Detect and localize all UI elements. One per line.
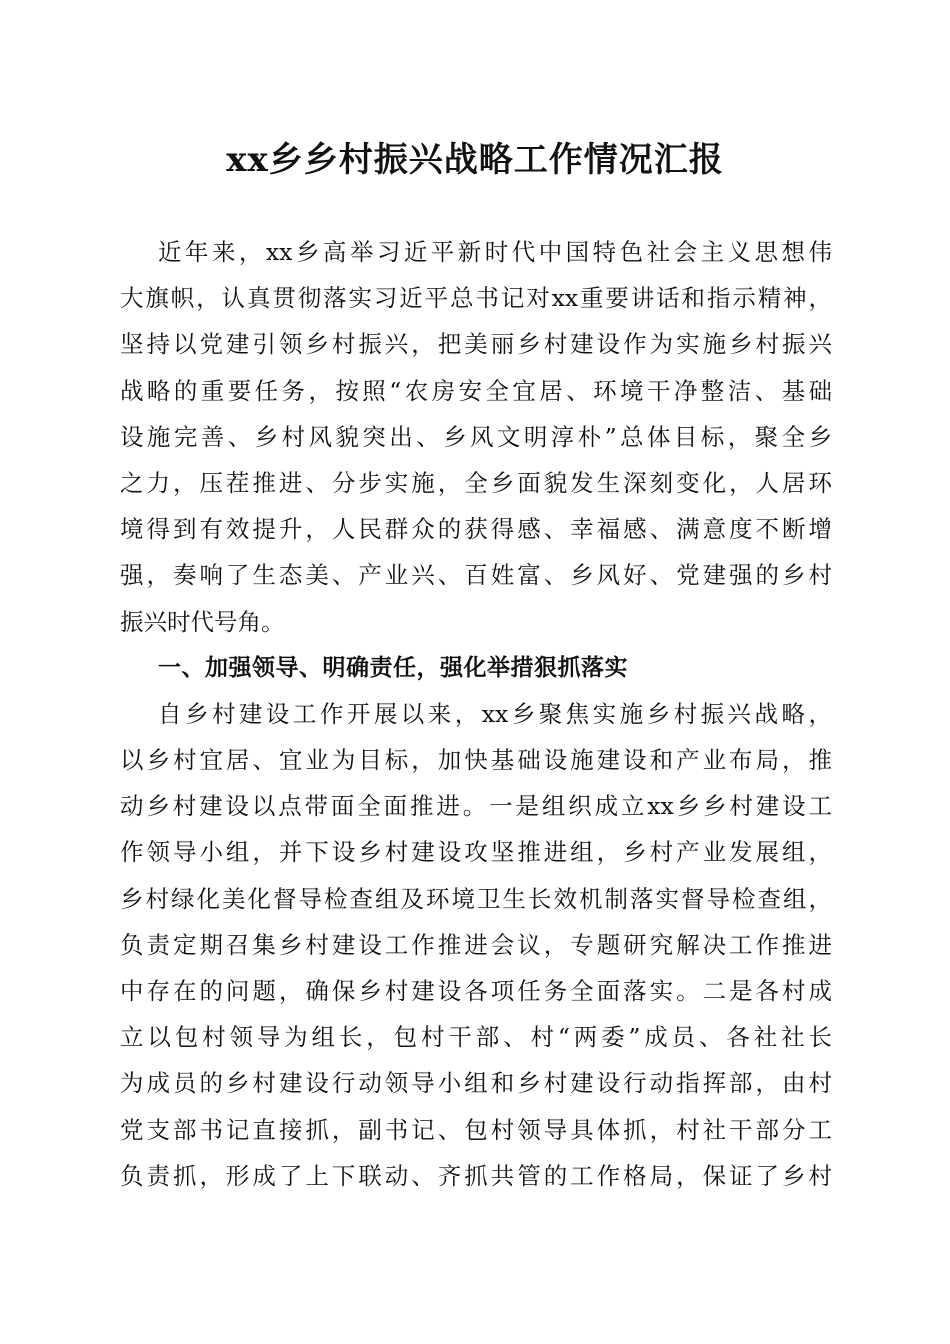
section1-line: 作领导小组，并下设乡村建设攻坚推进组，乡村产业发展组， (120, 838, 832, 867)
section1-line: 中存在的问题，确保乡村建设各项任务全面落实。二是各村成 (120, 977, 832, 1005)
intro-line: 坚持以党建引领乡村振兴，把美丽乡村建设作为实施乡村振兴 (120, 330, 832, 359)
section1-line: 立以包村领导为组长，包村干部、村“两委”成员、各社社长 (120, 1023, 832, 1052)
document-body (120, 229, 832, 1199)
section1-line: 为成员的乡村建设行动领导小组和乡村建设行动指挥部，由村 (120, 1069, 832, 1098)
document-title: xx乡乡村振兴战略工作情况汇报 (226, 140, 724, 180)
section1-line: 乡村绿化美化督导检查组及环境卫生长效机制落实督导检查组， (120, 884, 832, 913)
section1-paragraph (120, 691, 832, 1199)
intro-line: 战略的重要任务，按照“农房安全宜居、环境干净整洁、基础 (120, 376, 832, 405)
intro-line: 境得到有效提升，人民群众的获得感、幸福感、满意度不断增 (120, 515, 832, 544)
section1-line: 以乡村宜居、宜业为目标，加快基础设施建设和产业布局，推 (120, 746, 832, 775)
intro-line: 振兴时代号角。 (120, 607, 285, 636)
intro-paragraph (120, 229, 832, 645)
section-heading: 一、加强领导、明确责任，强化举措狠抓落实 (158, 654, 628, 681)
section1-line: 负责定期召集乡村建设工作推进会议，专题研究解决工作推进 (120, 930, 832, 959)
section1-line: 动乡村建设以点带面全面推进。一是组织成立xx乡乡村建设工 (120, 792, 832, 821)
intro-line: 近年来，xx乡高举习近平新时代中国特色社会主义思想伟 (158, 238, 832, 266)
intro-line: 大旗帜，认真贯彻落实习近平总书记对xx重要讲话和指示精神， (120, 284, 832, 313)
section1-line: 负责抓，形成了上下联动、齐抓共管的工作格局，保证了乡村 (120, 1161, 832, 1190)
intro-line: 强，奏响了生态美、产业兴、百姓富、乡风好、党建强的乡村 (120, 561, 832, 590)
intro-line: 设施完善、乡村风貌突出、乡风文明淳朴”总体目标，聚全乡 (120, 422, 832, 451)
intro-line: 之力，压茬推进、分步实施，全乡面貌发生深刻变化，人居环 (120, 468, 832, 497)
section1-line: 自乡村建设工作开展以来，xx乡聚焦实施乡村振兴战略， (158, 699, 832, 728)
section1-line: 党支部书记直接抓，副书记、包村领导具体抓，村社干部分工 (120, 1115, 832, 1144)
